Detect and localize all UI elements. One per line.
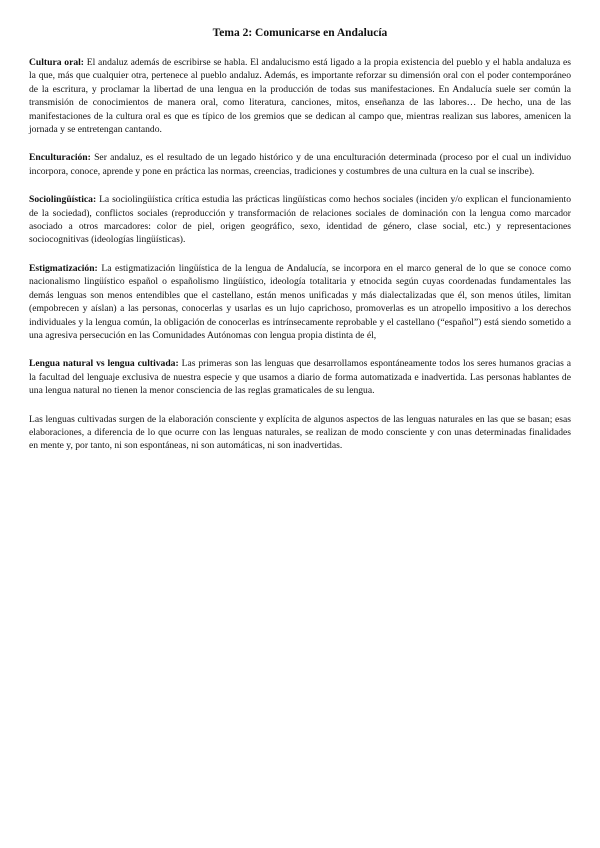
paragraph-enculturacion [29, 151, 571, 178]
paragraph-text: La estigmatización lingüística de la lengua de Andalucía, se incorpora en el marco general de lo que se conoce como nacionalismo lingüístico español o españolismo lingüístico, ideología totalitaria y etnocida según cuyas coordenadas fundamentales las demás lenguas son menos entendibles que el castellano, están menos unificadas y más dialectalizadas que él, son menos útiles, limitan (empobrecen y aíslan) a las personas, conocerlas y usarlas es un lujo caprichoso, promoverlas es un atropello impositivo a los derechos individuales y la lengua común, la obligación de conocerlas es intrínsecamente reprobable y el castellano (“español”) está siendo sometido a una agresiva persecución en las Comunidades Autónomas con lengua propia distinta de él, [29, 262, 572, 341]
paragraph-text: Las primeras son las lenguas que desarrollamos espontáneamente todos los seres humanos gracias a la facultad del lenguaje exclusiva de nuestra especie y que usamos a diario de forma automatizada e inadvertida. Las personas hablantes de una lengua natural no tienen la menor consciencia de las reglas gramaticales de su lengua. [29, 358, 571, 397]
paragraph-cultura-oral [29, 56, 571, 136]
paragraph-lengua-natural [29, 357, 571, 397]
paragraph-term: Estigmatización: [29, 262, 98, 274]
paragraph-lenguas-cultivadas [29, 413, 571, 453]
paragraph-estigmatizacion [29, 262, 571, 342]
paragraph-text: La sociolingüística crítica estudia las prácticas lingüísticas como hechos sociales (inciden y/o explican el funcionamiento de la sociedad), conflictos sociales (reproducción y transformación de relaciones sociales de dominación con la lengua como marcador asociado a otros marcadores: color de piel, origen geográfico, sexo, identidad de género, clase social, etc.) y representaciones sociocognitivas (ideologías lingüísticas). [29, 194, 571, 246]
paragraph-term: Lengua natural vs lengua cultivada: [29, 358, 179, 370]
paragraph-text: El andaluz además de escribirse se habla. El andalucismo está ligado a la propia existencia del pueblo y el habla andaluza es la que, más que cualquier otra, pertenece al pueblo andaluz. Además, es importante reforzar su dimensión oral con el poder contemporáneo de la escritura, y proclamar la libertad de una lengua en la producción de todas sus manifestaciones. En Andalucía suele ser común la transmisión de conocimientos de manera oral, como literatura, canciones, mitos, enseñanza de las labores… De hecho, una de las manifestaciones de la cultura oral es que es típico de los gremios que se dedican al campo que, mientras realizan sus labores, amenicen la jornada y se entretengan cantando. [29, 57, 571, 136]
document-page [29, 26, 571, 468]
paragraph-sociolinguistica [29, 193, 571, 247]
paragraph-text: Las lenguas cultivadas surgen de la elaboración consciente y explícita de algunos aspectos de las lenguas naturales en las que se basan; esas elaboraciones, a diferencia de lo que ocurre con las lenguas naturales, se realizan de modo consciente y con unas determinadas finalidades en mente y, por tanto, ni son espontáneas, ni son automáticas, ni son inadvertidas. [29, 413, 571, 452]
document-title: Tema 2: Comunicarse en Andalucía [212, 27, 388, 39]
paragraph-text: Ser andaluz, es el resultado de un legado histórico y de una enculturación determinada (proceso por el cual un individuo incorpora, conoce, aprende y pone en práctica las normas, creencias, tradiciones y costumbres de una cultura en la cual se inscribe). [29, 152, 571, 177]
paragraph-term: Cultura oral: [29, 57, 84, 68]
paragraph-term: Sociolingüística: [29, 194, 97, 206]
paragraph-term: Enculturación: [29, 152, 91, 164]
